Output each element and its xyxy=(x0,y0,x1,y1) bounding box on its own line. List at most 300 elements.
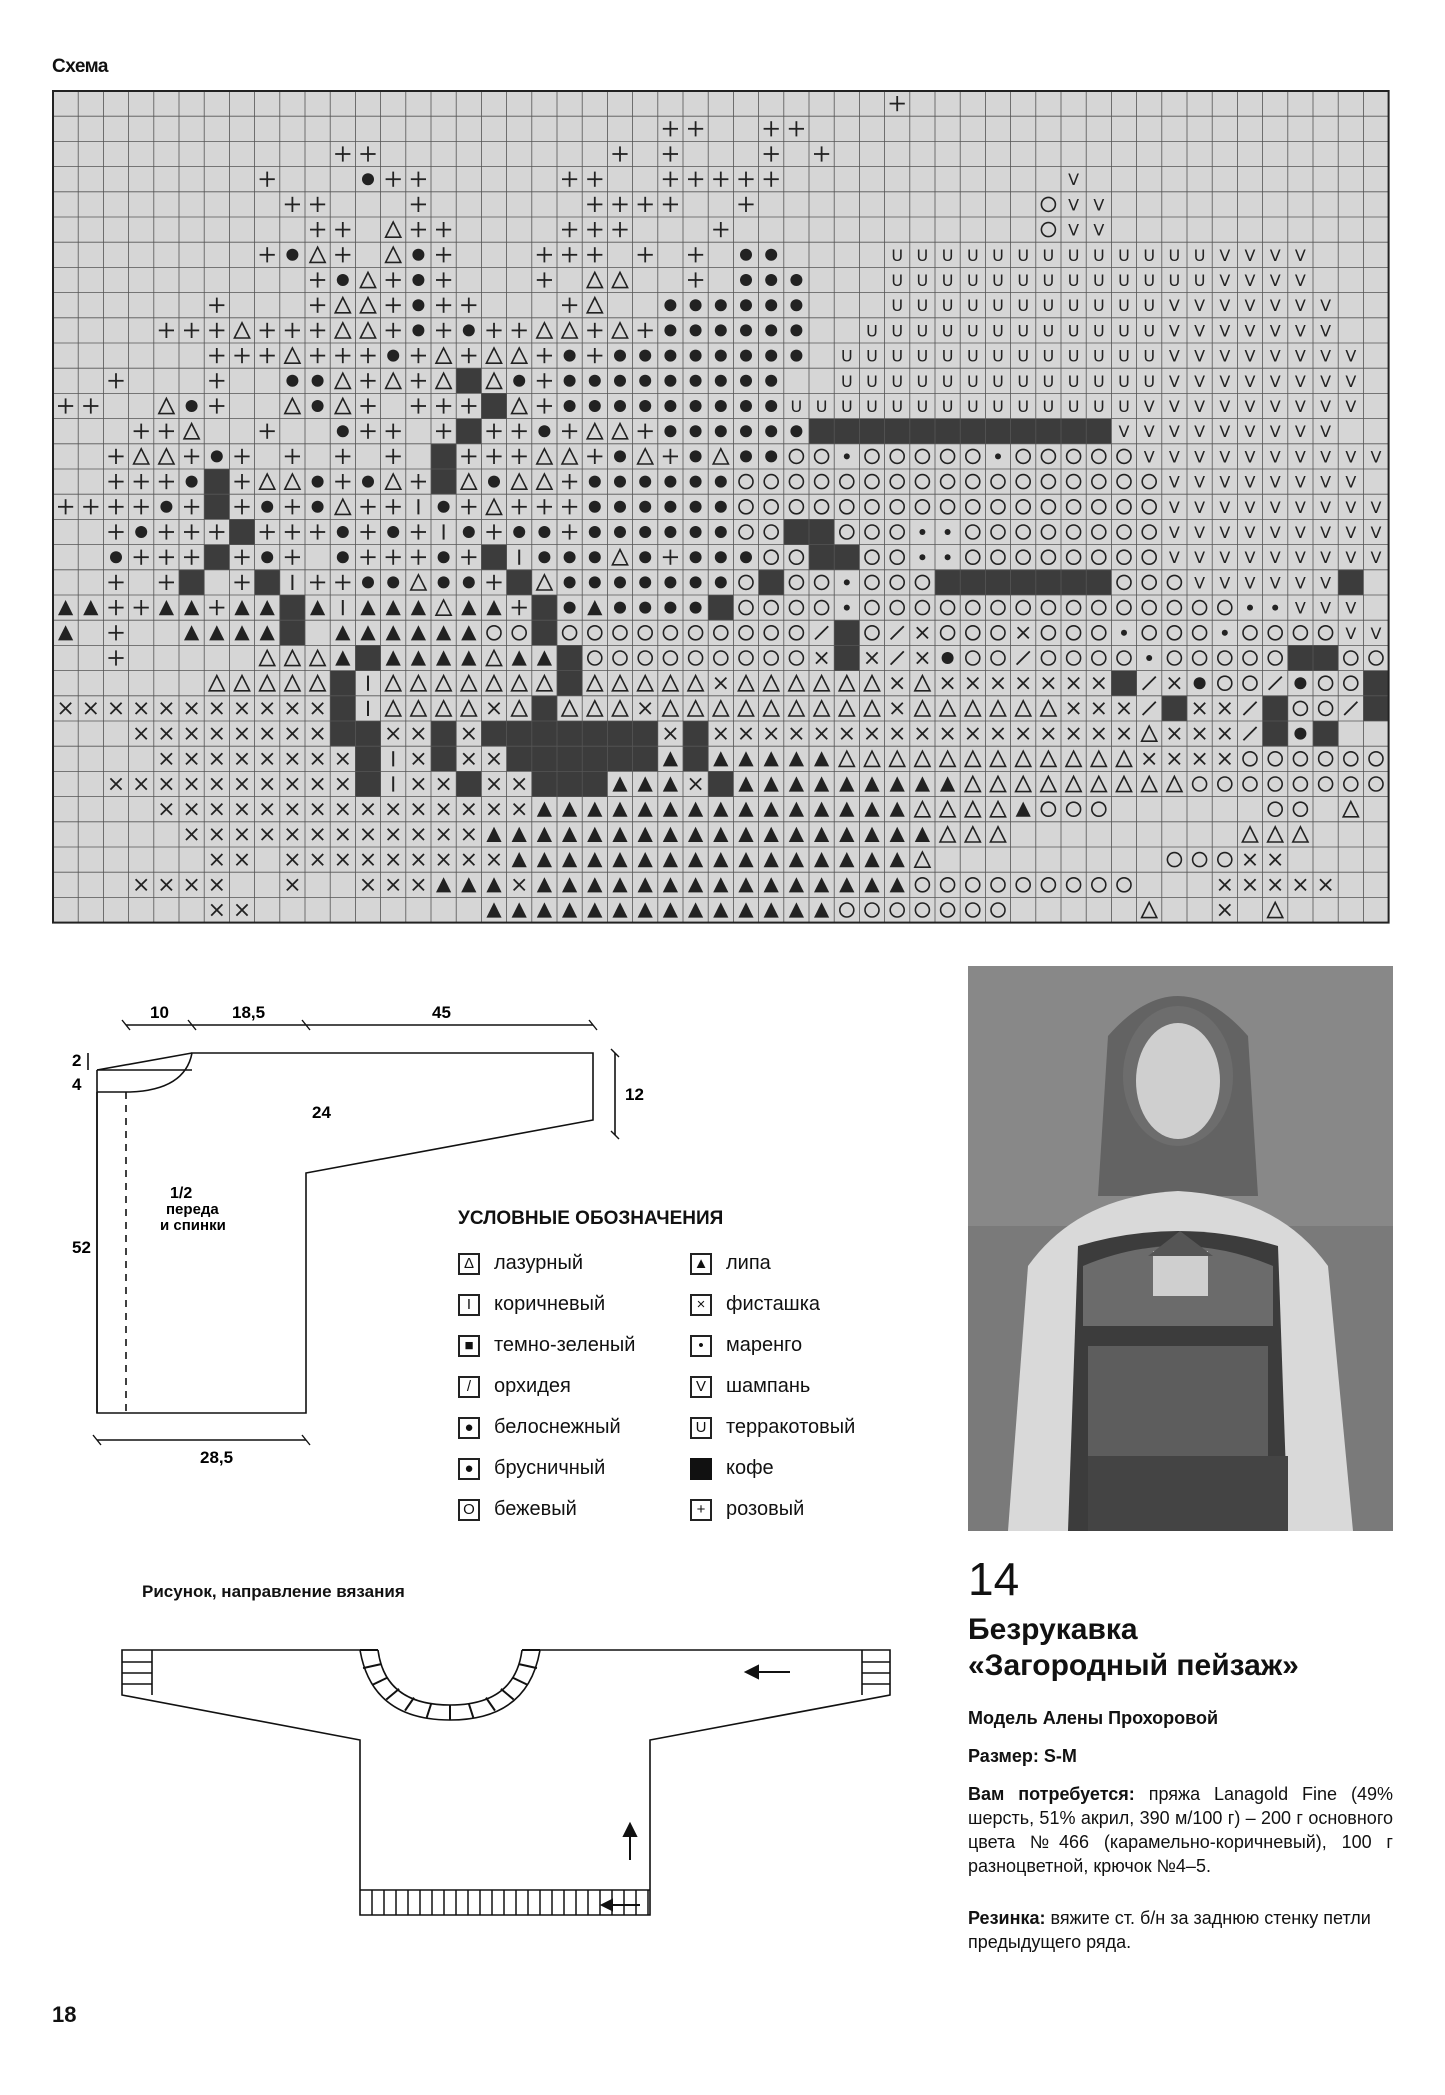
legend-symbol-icon: ▲ xyxy=(690,1253,712,1275)
svg-text:U: U xyxy=(891,271,904,290)
svg-text:V: V xyxy=(1068,170,1080,190)
chart-cell-symbol xyxy=(919,529,925,535)
chart-cell-symbol xyxy=(1143,347,1155,366)
chart-cell-symbol xyxy=(945,529,951,535)
chart-cell-symbol xyxy=(664,299,676,311)
chart-cell-symbol xyxy=(1270,271,1281,290)
materials xyxy=(968,1782,1393,1878)
knitting-chart xyxy=(52,90,1390,924)
svg-text:V: V xyxy=(1320,472,1332,492)
chart-cell-symbol xyxy=(355,721,380,746)
svg-text:V: V xyxy=(1068,220,1080,240)
chart-cell-symbol xyxy=(1295,372,1306,391)
chart-cell-symbol xyxy=(280,620,305,645)
chart-cell-symbol xyxy=(1144,447,1155,466)
legend-item-right-6 xyxy=(690,1498,804,1521)
chart-cell-symbol xyxy=(589,576,601,588)
svg-text:U: U xyxy=(992,296,1004,316)
chart-cell-symbol xyxy=(431,746,456,771)
chart-cell-symbol xyxy=(438,551,450,563)
chart-cell-symbol xyxy=(917,372,929,391)
chart-cell-symbol xyxy=(664,602,676,614)
chart-cell-symbol xyxy=(229,519,254,544)
dim-neck-width: 10 xyxy=(150,1003,169,1022)
chart-cell-symbol xyxy=(438,576,450,588)
svg-text:V: V xyxy=(1244,447,1256,467)
chart-cell-symbol xyxy=(557,671,582,696)
svg-text:U: U xyxy=(966,271,979,290)
dim-armhole: 24 xyxy=(312,1103,331,1122)
chart-cell-symbol xyxy=(1222,630,1228,636)
chart-cell-symbol xyxy=(866,397,878,416)
chart-cell-symbol xyxy=(834,419,859,444)
svg-text:V: V xyxy=(1370,623,1382,643)
svg-text:U: U xyxy=(1067,271,1080,290)
svg-text:U: U xyxy=(992,271,1004,290)
svg-text:V: V xyxy=(1143,397,1155,416)
svg-text:U: U xyxy=(1092,296,1105,316)
chart-cell-symbol xyxy=(337,425,349,437)
svg-text:U: U xyxy=(916,397,929,416)
chart-cell-symbol xyxy=(614,501,626,513)
svg-text:U: U xyxy=(1092,346,1105,366)
svg-text:V: V xyxy=(1194,371,1206,391)
chart-cell-symbol xyxy=(844,579,850,585)
chart-cell-symbol xyxy=(1338,570,1363,595)
chart-cell-symbol xyxy=(690,350,702,362)
chart-cell-symbol xyxy=(589,375,601,387)
chart-cell-symbol xyxy=(809,519,834,544)
chart-cell-symbol xyxy=(859,419,884,444)
svg-text:U: U xyxy=(941,371,954,391)
chart-cell-symbol xyxy=(1194,397,1205,416)
svg-text:V: V xyxy=(1194,573,1206,593)
chart-cell-symbol xyxy=(809,545,834,570)
chart-cell-symbol xyxy=(1068,170,1079,189)
chart-cell-symbol xyxy=(614,576,626,588)
svg-text:U: U xyxy=(1143,371,1156,391)
chart-cell-symbol xyxy=(1295,523,1306,542)
chart-cell-symbol xyxy=(639,501,651,513)
chart-cell-symbol xyxy=(866,372,878,391)
legend-label: шампань xyxy=(726,1375,811,1397)
chart-cell-symbol xyxy=(715,425,727,437)
svg-text:U: U xyxy=(1017,346,1030,366)
svg-text:U: U xyxy=(1118,296,1130,316)
chart-cell-symbol xyxy=(639,602,651,614)
chart-cell-symbol xyxy=(1169,548,1180,567)
svg-text:U: U xyxy=(992,321,1004,341)
chart-cell-symbol xyxy=(639,400,651,412)
chart-cell-symbol xyxy=(844,453,850,459)
chart-cell-symbol xyxy=(715,350,727,362)
chart-cell-symbol xyxy=(1194,422,1205,441)
piece-label-line1: 1/2 xyxy=(170,1185,193,1202)
chart-cell-symbol xyxy=(507,746,532,771)
chart-cell-symbol xyxy=(690,576,702,588)
chart-cell-symbol xyxy=(481,721,506,746)
chart-cell-symbol xyxy=(664,350,676,362)
chart-cell-symbol xyxy=(1143,321,1155,340)
svg-text:U: U xyxy=(1042,296,1055,316)
svg-text:U: U xyxy=(1017,245,1030,265)
legend-symbol-icon: + xyxy=(690,1499,712,1521)
svg-text:V: V xyxy=(1370,497,1382,517)
chart-cell-symbol xyxy=(715,476,727,488)
svg-text:U: U xyxy=(1067,371,1080,391)
chart-cell-symbol xyxy=(1043,372,1055,391)
svg-text:U: U xyxy=(1118,271,1130,290)
chart-cell-symbol xyxy=(1194,246,1206,265)
chart-cell-symbol xyxy=(1288,645,1313,670)
chart-cell-symbol xyxy=(1320,523,1331,542)
svg-text:U: U xyxy=(1042,271,1055,290)
chart-cell-symbol xyxy=(1270,296,1281,315)
chart-cell-symbol xyxy=(1068,372,1080,391)
chart-cell-symbol xyxy=(834,645,859,670)
svg-text:V: V xyxy=(1244,245,1256,265)
chart-cell-symbol xyxy=(286,375,298,387)
svg-text:V: V xyxy=(1219,296,1231,316)
svg-text:V: V xyxy=(1269,245,1281,265)
chart-cell-symbol xyxy=(1194,347,1205,366)
svg-text:V: V xyxy=(1269,447,1281,467)
svg-text:V: V xyxy=(1269,497,1281,517)
chart-cell-symbol xyxy=(204,545,229,570)
chart-cell-symbol xyxy=(664,576,676,588)
chart-cell-symbol xyxy=(1219,473,1230,492)
chart-cell-symbol xyxy=(1061,419,1086,444)
svg-text:U: U xyxy=(866,321,878,341)
legend-symbol-icon: ● xyxy=(458,1417,480,1439)
chart-cell-symbol xyxy=(765,400,777,412)
chart-cell-symbol xyxy=(639,350,651,362)
legend-title: УСЛОВНЫЕ ОБОЗНАЧЕНИЯ xyxy=(458,1208,724,1229)
chart-cell-symbol xyxy=(1270,498,1281,517)
chart-cell-symbol xyxy=(110,551,122,563)
chart-cell-symbol xyxy=(1270,473,1281,492)
chart-cell-symbol xyxy=(690,476,702,488)
chart-cell-symbol xyxy=(740,425,752,437)
page-number: 18 xyxy=(52,2002,77,2027)
chart-cell-symbol xyxy=(740,324,752,336)
chart-cell-symbol xyxy=(1121,630,1127,636)
svg-text:U: U xyxy=(916,271,929,290)
chart-cell-symbol xyxy=(765,375,777,387)
chart-cell-symbol xyxy=(1245,246,1256,265)
chart-cell-symbol xyxy=(1245,347,1256,366)
chart-cell-symbol xyxy=(1194,296,1205,315)
svg-text:V: V xyxy=(1219,371,1231,391)
chart-cell-symbol xyxy=(690,450,702,462)
legend-label: липа xyxy=(726,1252,771,1274)
chart-cell-symbol xyxy=(607,721,632,746)
svg-text:V: V xyxy=(1294,497,1306,517)
svg-text:V: V xyxy=(1345,397,1357,416)
chart-cell-symbol xyxy=(1194,271,1206,290)
chart-cell-symbol xyxy=(790,324,802,336)
legend-label: лазурный xyxy=(494,1252,584,1274)
svg-text:V: V xyxy=(1269,346,1281,366)
svg-text:U: U xyxy=(891,371,904,391)
chart-cell-symbol xyxy=(708,595,733,620)
svg-text:V: V xyxy=(1370,548,1382,568)
svg-text:V: V xyxy=(1320,346,1332,366)
chart-cell-symbol xyxy=(942,246,954,265)
svg-text:U: U xyxy=(966,346,979,366)
chart-cell-symbol xyxy=(1320,498,1331,517)
chart-cell-symbol xyxy=(1162,696,1187,721)
chart-cell-symbol xyxy=(312,400,324,412)
chart-cell-symbol xyxy=(387,576,399,588)
chart-cell-symbol xyxy=(1169,473,1180,492)
legend-item-left-5 xyxy=(458,1457,605,1480)
svg-text:V: V xyxy=(1345,548,1357,568)
svg-text:V: V xyxy=(1219,245,1231,265)
svg-text:V: V xyxy=(1194,296,1206,316)
chart-cell-symbol xyxy=(942,271,954,290)
svg-text:V: V xyxy=(1345,523,1357,542)
model-number: 14 xyxy=(968,1553,1020,1605)
svg-text:U: U xyxy=(1092,271,1105,290)
chart-cell-symbol xyxy=(992,296,1004,315)
chart-cell-symbol xyxy=(690,526,702,538)
chart-cell-symbol xyxy=(841,372,853,391)
chart-cell-symbol xyxy=(186,400,198,412)
chart-cell-symbol xyxy=(1169,523,1180,542)
chart-cell-symbol xyxy=(740,274,752,286)
svg-text:U: U xyxy=(941,321,954,341)
chart-cell-symbol xyxy=(1093,271,1105,290)
chart-cell-symbol xyxy=(387,350,399,362)
svg-text:U: U xyxy=(916,371,929,391)
chart-cell-symbol xyxy=(1219,246,1230,265)
chart-cell-symbol xyxy=(1270,447,1281,466)
svg-text:U: U xyxy=(1042,321,1055,341)
chart-cell-symbol xyxy=(891,397,903,416)
svg-text:V: V xyxy=(1320,296,1332,316)
dim-neck-depth-back: 2 xyxy=(72,1051,82,1070)
chart-cell-symbol xyxy=(582,746,607,771)
chart-cell-symbol xyxy=(639,375,651,387)
legend-item-right-3 xyxy=(690,1375,810,1398)
chart-cell-symbol xyxy=(564,551,576,563)
chart-cell-symbol xyxy=(715,324,727,336)
chart-cell-symbol xyxy=(1093,296,1105,315)
size-label: Размер: xyxy=(968,1746,1039,1766)
chart-cell-symbol xyxy=(1169,447,1180,466)
chart-cell-symbol xyxy=(507,570,532,595)
chart-cell-symbol xyxy=(1068,397,1080,416)
chart-cell-symbol xyxy=(633,721,658,746)
chart-cell-symbol xyxy=(866,347,878,366)
svg-text:V: V xyxy=(1244,346,1256,366)
chart-cell-symbol xyxy=(538,551,550,563)
svg-text:U: U xyxy=(891,296,904,316)
chart-cell-symbol xyxy=(1295,599,1306,618)
svg-text:U: U xyxy=(992,245,1004,265)
chart-cell-symbol xyxy=(513,375,525,387)
chart-cell-symbol xyxy=(740,299,752,311)
knitting-direction-diagram xyxy=(110,1620,900,1960)
chart-cell-symbol xyxy=(355,645,380,670)
chart-cell-symbol xyxy=(1068,321,1080,340)
chart-cell-symbol xyxy=(589,400,601,412)
svg-text:U: U xyxy=(1118,371,1130,391)
legend-item-left-0 xyxy=(458,1252,583,1275)
chart-cell-symbol xyxy=(1245,372,1256,391)
chart-cell-symbol xyxy=(1345,523,1356,542)
chart-cell-symbol xyxy=(564,350,576,362)
chart-cell-symbol xyxy=(362,476,374,488)
chart-cell-symbol xyxy=(1245,271,1256,290)
chart-cell-symbol xyxy=(1245,296,1256,315)
chart-cell-symbol xyxy=(456,419,481,444)
svg-text:V: V xyxy=(1269,523,1281,542)
chart-cell-symbol xyxy=(280,595,305,620)
chart-cell-symbol xyxy=(1320,447,1331,466)
chart-cell-symbol xyxy=(1345,473,1356,492)
chart-cell-symbol xyxy=(942,372,954,391)
chart-cell-symbol xyxy=(690,602,702,614)
chart-cell-symbol xyxy=(1093,246,1105,265)
legend-symbol-icon: ■ xyxy=(458,1335,480,1357)
legend-item-right-4 xyxy=(690,1416,855,1439)
svg-text:U: U xyxy=(966,397,979,416)
svg-text:V: V xyxy=(1168,497,1180,517)
chart-cell-symbol xyxy=(1219,447,1230,466)
chart-cell-symbol xyxy=(1295,422,1306,441)
svg-text:V: V xyxy=(1294,422,1306,442)
svg-text:V: V xyxy=(1244,497,1256,517)
chart-cell-symbol xyxy=(1219,498,1230,517)
chart-cell-symbol xyxy=(1320,473,1331,492)
svg-text:U: U xyxy=(941,271,954,290)
svg-text:V: V xyxy=(1345,598,1357,618)
chart-cell-symbol xyxy=(1219,523,1230,542)
chart-cell-symbol xyxy=(1295,246,1306,265)
svg-text:V: V xyxy=(1345,371,1357,391)
svg-text:U: U xyxy=(790,397,803,416)
chart-cell-symbol xyxy=(1068,347,1080,366)
legend-item-right-2 xyxy=(690,1334,802,1357)
chart-cell-symbol xyxy=(841,347,853,366)
chart-cell-symbol xyxy=(312,476,324,488)
svg-text:V: V xyxy=(1269,271,1281,290)
chart-cell-symbol xyxy=(1345,397,1356,416)
chart-cell-symbol xyxy=(614,450,626,462)
legend-symbol-icon: V xyxy=(690,1376,712,1398)
chart-cell-symbol xyxy=(1371,447,1382,466)
chart-cell-symbol xyxy=(1017,347,1029,366)
chart-cell-symbol xyxy=(942,296,954,315)
chart-cell-symbol xyxy=(582,721,607,746)
chart-cell-symbol xyxy=(866,321,878,340)
svg-text:V: V xyxy=(1219,422,1231,442)
svg-text:V: V xyxy=(1269,422,1281,442)
svg-text:U: U xyxy=(941,346,954,366)
chart-cell-symbol xyxy=(614,476,626,488)
chart-cell-symbol xyxy=(992,271,1004,290)
legend-symbol-icon: × xyxy=(690,1294,712,1316)
chart-cell-symbol xyxy=(1118,321,1130,340)
chart-cell-symbol xyxy=(1320,397,1331,416)
chart-cell-symbol xyxy=(1118,271,1130,290)
legend-label: коричневый xyxy=(494,1293,606,1315)
chart-cell-symbol xyxy=(715,501,727,513)
svg-text:U: U xyxy=(941,397,954,416)
chart-cell-symbol xyxy=(1194,447,1205,466)
chart-cell-symbol xyxy=(1169,347,1180,366)
chart-cell-symbol xyxy=(557,771,582,796)
chart-cell-symbol xyxy=(532,746,557,771)
chart-cell-symbol xyxy=(740,551,752,563)
svg-text:U: U xyxy=(1092,321,1105,341)
chart-cell-symbol xyxy=(1068,246,1080,265)
legend-label: белоснежный xyxy=(494,1416,621,1438)
chart-cell-symbol xyxy=(1017,271,1029,290)
chart-cell-symbol xyxy=(1320,599,1331,618)
chart-cell-symbol xyxy=(740,375,752,387)
chart-cell-symbol xyxy=(1118,296,1130,315)
chart-cell-symbol xyxy=(664,501,676,513)
chart-cell-symbol xyxy=(790,425,802,437)
chart-cell-symbol xyxy=(992,347,1004,366)
dim-shoulder: 18,5 xyxy=(232,1003,266,1022)
svg-text:V: V xyxy=(1294,447,1306,467)
svg-text:U: U xyxy=(916,245,929,265)
chart-cell-symbol xyxy=(557,721,582,746)
chart-cell-symbol xyxy=(639,476,651,488)
chart-cell-symbol xyxy=(255,570,280,595)
chart-cell-symbol xyxy=(1194,573,1205,592)
chart-cell-symbol xyxy=(589,551,601,563)
svg-text:V: V xyxy=(1269,548,1281,568)
chart-cell-symbol xyxy=(1270,372,1281,391)
chart-cell-symbol xyxy=(1143,271,1155,290)
svg-text:V: V xyxy=(1294,346,1306,366)
svg-text:V: V xyxy=(1168,371,1180,391)
chart-cell-symbol xyxy=(995,453,1001,459)
chart-cell-symbol xyxy=(708,771,733,796)
chart-cell-symbol xyxy=(1194,677,1206,689)
chart-cell-symbol xyxy=(1093,321,1105,340)
chart-cell-symbol xyxy=(765,350,777,362)
chart-cell-symbol xyxy=(1245,548,1256,567)
chart-cell-symbol xyxy=(1194,498,1205,517)
svg-text:U: U xyxy=(891,397,904,416)
chart-cell-symbol xyxy=(942,321,954,340)
chart-cell-symbol xyxy=(564,375,576,387)
chart-cell-symbol xyxy=(481,393,506,418)
chart-cell-symbol xyxy=(891,246,903,265)
chart-cell-symbol xyxy=(1295,548,1306,567)
chart-cell-symbol xyxy=(1245,473,1256,492)
chart-cell-symbol xyxy=(1263,721,1288,746)
chart-cell-symbol xyxy=(664,324,676,336)
svg-text:U: U xyxy=(891,245,904,265)
svg-text:U: U xyxy=(891,346,904,366)
svg-text:U: U xyxy=(992,371,1004,391)
chart-cell-symbol xyxy=(1219,422,1230,441)
chart-cell-symbol xyxy=(917,321,929,340)
chart-cell-symbol xyxy=(1036,570,1061,595)
chart-cell-symbol xyxy=(1146,655,1152,661)
chart-cell-symbol xyxy=(992,397,1004,416)
chart-cell-symbol xyxy=(919,554,925,560)
chart-cell-symbol xyxy=(1320,296,1331,315)
chart-cell-symbol xyxy=(960,570,985,595)
